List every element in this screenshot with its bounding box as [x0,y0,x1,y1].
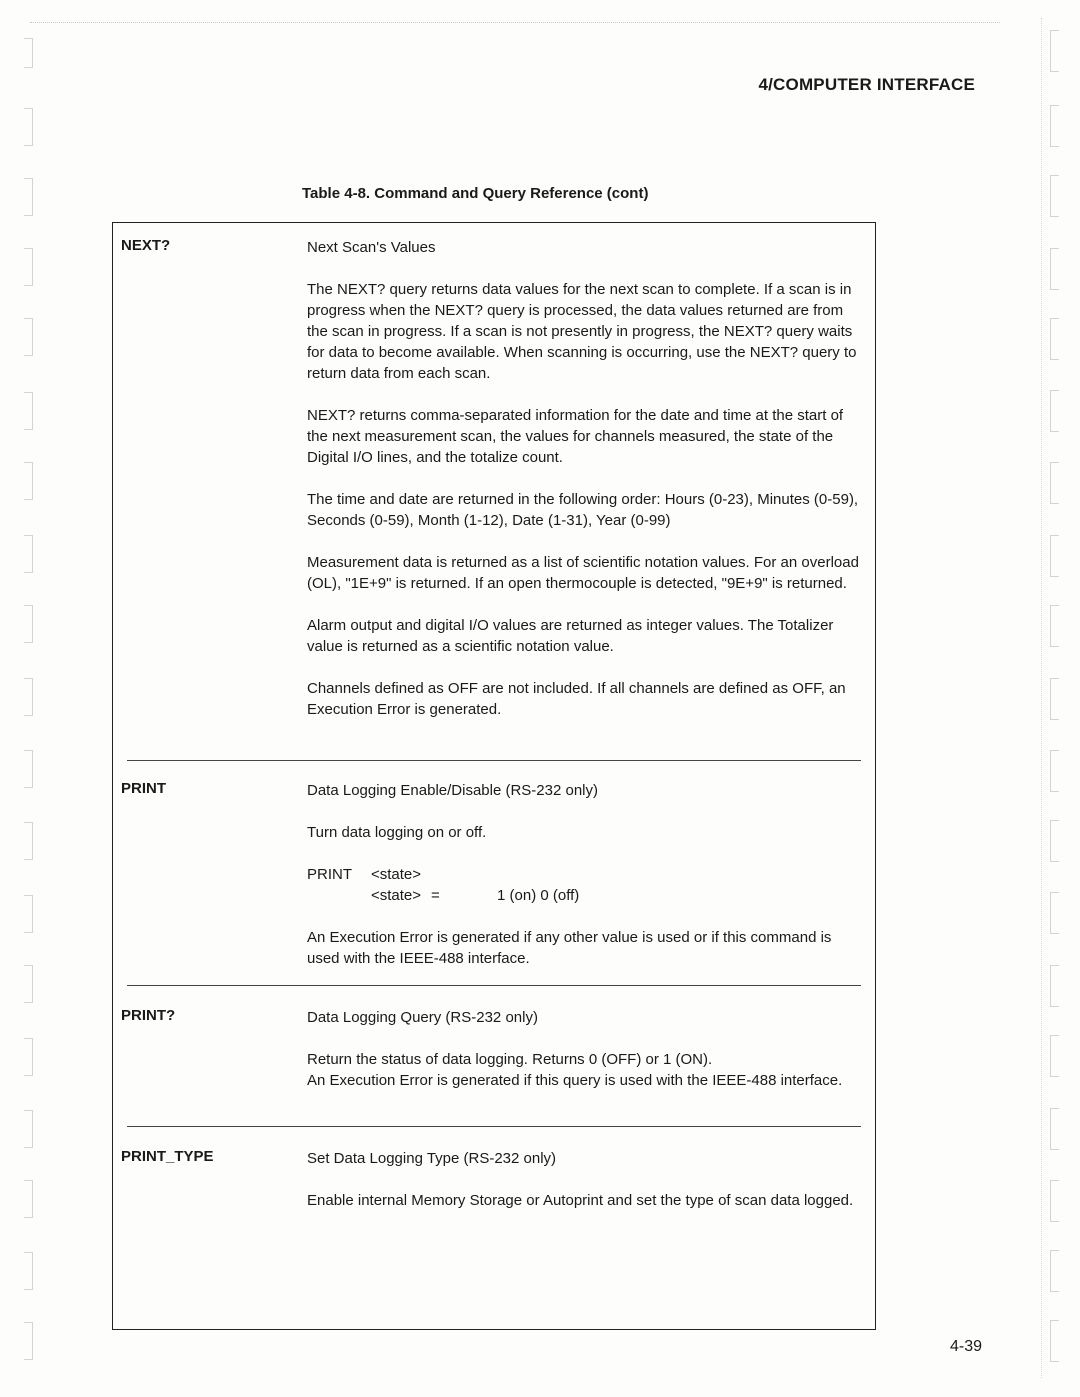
margin-mark [1050,318,1059,360]
margin-mark [1050,248,1059,290]
margin-mark [1050,965,1059,1007]
description-paragraph: Enable internal Memory Storage or Autoprint and set the type of scan data logged. [307,1192,854,1209]
description-paragraph: Channels defined as OFF are not included. If all channels are defined as OFF, an Execution Error is generated. [307,680,846,718]
description-paragraph: Turn data logging on or off. [307,824,487,841]
margin-mark [1050,750,1059,792]
margin-mark [1050,892,1059,934]
row-divider [127,760,861,761]
margin-mark [1050,1250,1059,1292]
margin-line [1041,18,1042,1378]
command-summary: Data Logging Query (RS-232 only) [307,1009,538,1026]
command-description [307,780,863,990]
margin-mark [1050,678,1059,720]
description-paragraph: NEXT? returns comma-separated information for the date and time at the start of the next measurement scan, the values for channels measured, the state of the Digital I/O lines, and the totalize count. [307,407,844,466]
row-divider [127,985,861,986]
margin-mark [1050,1108,1059,1150]
margin-mark [24,750,33,788]
syntax-keyword: PRINT [307,866,352,883]
syntax-argument: <state> [371,866,422,883]
command-reference-table [112,222,876,1330]
top-rule [30,22,1000,23]
description-paragraph: The NEXT? query returns data values for the next scan to complete. If a scan is in progress when the NEXT? query is processed, the data values returned are from the scan in progress. If a scan is not presently in progress, the NEXT? query waits for data to become available. When scanning is occurring, use the NEXT? query to return data from each scan. [307,281,857,382]
section-header: 4/COMPUTER INTERFACE [758,75,975,94]
description-paragraph: An Execution Error is generated if any other value is used or if this command is used with the IEEE-488 interface. [307,929,832,967]
margin-mark [1050,535,1059,577]
command-summary: Next Scan's Values [307,239,436,256]
margin-mark [24,1110,33,1148]
margin-mark [24,462,33,500]
command-name: PRINT [121,780,166,797]
syntax-argument: <state> [371,887,422,904]
margin-mark [24,1038,33,1076]
margin-mark [24,535,33,573]
margin-mark [1050,605,1059,647]
margin-mark [24,248,33,286]
syntax-equals: = [431,887,440,904]
command-summary: Data Logging Enable/Disable (RS-232 only) [307,782,599,799]
table-caption: Table 4-8. Command and Query Reference (cont) [302,185,649,202]
margin-mark [1050,390,1059,432]
margin-mark [24,605,33,643]
margin-mark [1050,1320,1059,1362]
command-name: PRINT_TYPE [121,1148,214,1165]
margin-mark [24,678,33,716]
command-name: NEXT? [121,237,171,254]
command-description [307,237,863,741]
command-syntax [307,864,863,906]
margin-mark [1050,30,1059,72]
command-name: PRINT? [121,1007,176,1024]
syntax-values: 1 (on) 0 (off) [497,887,580,904]
command-summary: Set Data Logging Type (RS-232 only) [307,1150,557,1167]
margin-mark [24,822,33,860]
margin-mark [1050,462,1059,504]
margin-mark [1050,1180,1059,1222]
description-paragraph: The time and date are returned in the following order: Hours (0-23), Minutes (0-59), Seconds (0-59), Month (1-12), Date (1-31), Year (0-99) [307,491,859,529]
description-line: An Execution Error is generated if this query is used with the IEEE-488 interface. [307,1072,843,1089]
row-divider [127,1126,861,1127]
description-line: Return the status of data logging. Returns 0 (OFF) or 1 (ON). [307,1051,713,1068]
margin-mark [24,895,33,933]
margin-mark [24,965,33,1003]
margin-mark [1050,175,1059,217]
margin-mark [24,178,33,216]
command-description [307,1148,863,1232]
margin-mark [24,1180,33,1218]
margin-mark [24,1252,33,1290]
description-paragraph: Alarm output and digital I/O values are returned as integer values. The Totalizer value is returned as a scientific notation value. [307,617,834,655]
margin-mark [24,318,33,356]
margin-mark [24,392,33,430]
margin-mark [1050,1035,1059,1077]
margin-mark [24,1322,33,1360]
description-paragraph: Measurement data is returned as a list of scientific notation values. For an overload (OL), "1E+9" is returned. If an open thermocouple is detected, "9E+9" is returned. [307,554,859,592]
margin-mark [24,108,33,146]
page-number: 4-39 [949,1338,982,1355]
command-description [307,1007,863,1091]
margin-mark [24,38,33,68]
margin-mark [1050,105,1059,147]
margin-mark [1050,820,1059,862]
